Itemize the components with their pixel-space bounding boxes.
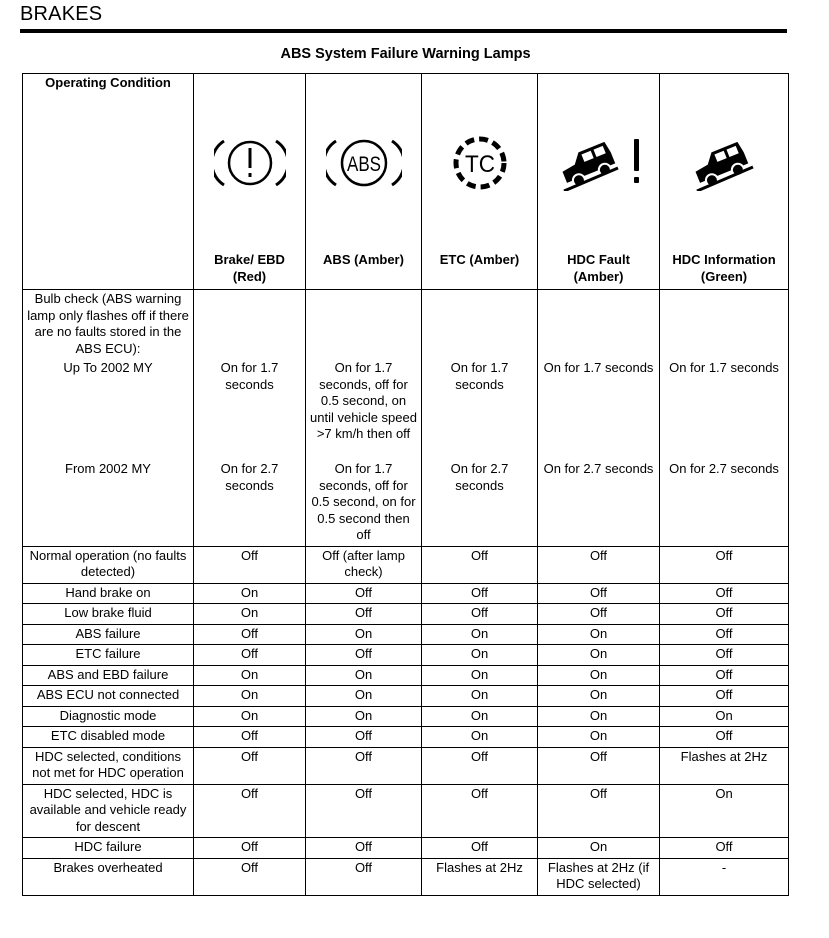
table-cell: On [660, 706, 789, 727]
empty-cell [194, 290, 306, 360]
table-row [23, 706, 789, 727]
table-cell: On for 1.7 seconds [538, 359, 660, 460]
table-cell: On [422, 727, 538, 748]
table-cell: On [422, 665, 538, 686]
table-cell: On for 1.7 seconds [422, 359, 538, 460]
bulb-check-condition: Bulb check (ABS warning lamp only flashes off if there are no faults stored in the ABS ECU): [23, 290, 194, 360]
empty-cell [660, 290, 789, 360]
table-cell: On [422, 624, 538, 645]
table-cell: Off [538, 604, 660, 625]
condition-cell: HDC selected, conditions not met for HDC operation [23, 747, 194, 784]
table-cell: Off [194, 858, 306, 895]
table-cell: On [306, 665, 422, 686]
table-row [23, 784, 789, 838]
table-cell: Off [194, 624, 306, 645]
hdc-fault-icon-cell [538, 74, 660, 252]
table-cell: On [538, 727, 660, 748]
table-cell: Off (after lamp check) [306, 546, 422, 583]
empty-cell [538, 290, 660, 360]
table-cell: On [422, 686, 538, 707]
table-cell: Off [194, 784, 306, 838]
table-row [23, 838, 789, 859]
table-row [23, 546, 789, 583]
table-cell: Off [306, 645, 422, 666]
table-row [23, 665, 789, 686]
table-cell: Off [194, 546, 306, 583]
abs-warning-icon [326, 135, 402, 191]
table-cell: Off [660, 665, 789, 686]
table-cell: On for 2.7 seconds [538, 460, 660, 546]
table-title: ABS System Failure Warning Lamps [280, 46, 531, 62]
table-cell: - [660, 858, 789, 895]
table-cell: Off [660, 583, 789, 604]
abs-icon-cell [306, 74, 422, 252]
table-cell: Off [660, 624, 789, 645]
table-cell: On [660, 784, 789, 838]
table-cell: On [538, 686, 660, 707]
bulb-check-from-label: From 2002 MY [23, 460, 194, 546]
table-cell: Off [538, 583, 660, 604]
table-cell: Off [660, 838, 789, 859]
table-cell: On for 2.7 seconds [422, 460, 538, 546]
table-row [23, 727, 789, 748]
condition-cell: Normal operation (no faults detected) [23, 546, 194, 583]
col-header-etc: ETC (Amber) [422, 251, 538, 290]
table-cell: Off [660, 727, 789, 748]
warning-lamps-table [22, 73, 789, 896]
table-cell: On [306, 686, 422, 707]
table-cell: Off [538, 546, 660, 583]
table-cell: On [538, 624, 660, 645]
table-cell: Off [422, 747, 538, 784]
table-cell: On [538, 645, 660, 666]
empty-cell [306, 290, 422, 360]
table-cell: On for 1.7 seconds [194, 359, 306, 460]
bulb-check-row [23, 290, 789, 360]
table-cell: On [422, 706, 538, 727]
table-cell: On [306, 624, 422, 645]
table-cell: Off [660, 546, 789, 583]
svg-text:ABS: ABS [346, 152, 381, 176]
table-row [23, 583, 789, 604]
table-cell: On for 1.7 seconds, off for 0.5 second, on until vehicle speed >7 km/h then off [306, 359, 422, 460]
table-cell: Flashes at 2Hz (if HDC selected) [538, 858, 660, 895]
bulb-check-up-to-label: Up To 2002 MY [23, 359, 194, 460]
condition-cell: Hand brake on [23, 583, 194, 604]
table-cell: Off [194, 645, 306, 666]
header-rule [20, 29, 787, 33]
table-cell: Off [422, 604, 538, 625]
condition-cell: Diagnostic mode [23, 706, 194, 727]
table-cell: Off [306, 858, 422, 895]
col-header-hdc-fault: HDC Fault (Amber) [538, 251, 660, 290]
table-cell: Off [422, 838, 538, 859]
table-cell: Off [422, 583, 538, 604]
table-cell: On for 2.7 seconds [660, 460, 789, 546]
table-cell: On [194, 583, 306, 604]
table-cell: Off [306, 838, 422, 859]
brake-icon-cell [194, 74, 306, 252]
etc-warning-icon [450, 133, 510, 193]
table-cell: On [538, 665, 660, 686]
col-header-hdc-information: HDC Information (Green) [660, 251, 789, 290]
table-row [23, 686, 789, 707]
table-cell: On [538, 838, 660, 859]
table-cell: Flashes at 2Hz [660, 747, 789, 784]
table-row [23, 858, 789, 895]
table-cell: On for 1.7 seconds, off for 0.5 second, on for 0.5 second then off [306, 460, 422, 546]
condition-cell: HDC selected, HDC is available and vehicle ready for descent [23, 784, 194, 838]
table-row [23, 604, 789, 625]
table-cell: Flashes at 2Hz [422, 858, 538, 895]
table-cell: Off [194, 747, 306, 784]
table-cell: Off [306, 604, 422, 625]
condition-cell: HDC failure [23, 838, 194, 859]
empty-cell [422, 290, 538, 360]
condition-cell: ABS failure [23, 624, 194, 645]
bulb-check-up-to-row [23, 359, 789, 460]
brake-warning-icon [214, 135, 286, 191]
table-cell: On [194, 706, 306, 727]
table-cell: Off [306, 747, 422, 784]
col-header-abs: ABS (Amber) [306, 251, 422, 290]
table-cell: On [194, 686, 306, 707]
table-cell: Off [194, 727, 306, 748]
table-cell: On [194, 665, 306, 686]
condition-cell: ETC failure [23, 645, 194, 666]
etc-icon-cell [422, 74, 538, 252]
table-cell: On [194, 604, 306, 625]
hdc-fault-icon [554, 135, 644, 191]
table-cell: Off [538, 747, 660, 784]
bulb-check-from-row [23, 460, 789, 546]
table-cell: On [422, 645, 538, 666]
svg-text:TC: TC [464, 150, 495, 178]
table-cell: On [306, 706, 422, 727]
col-header-brake: Brake/ EBD (Red) [194, 251, 306, 290]
table-cell: Off [660, 604, 789, 625]
hdc-information-icon [687, 135, 761, 191]
table-cell: Off [422, 784, 538, 838]
table-cell: Off [306, 727, 422, 748]
table-cell: Off [422, 546, 538, 583]
table-cell: Off [660, 686, 789, 707]
table-row [23, 645, 789, 666]
condition-cell: ETC disabled mode [23, 727, 194, 748]
table-row [23, 624, 789, 645]
table-cell: On for 1.7 seconds [660, 359, 789, 460]
condition-cell: Brakes overheated [23, 858, 194, 895]
condition-cell: ABS and EBD failure [23, 665, 194, 686]
table-cell: Off [194, 838, 306, 859]
condition-cell: ABS ECU not connected [23, 686, 194, 707]
table-cell: Off [306, 784, 422, 838]
table-cell: On [538, 706, 660, 727]
operating-condition-header: Operating Condition [23, 74, 194, 290]
hdc-information-icon-cell [660, 74, 789, 252]
table-cell: Off [538, 784, 660, 838]
table-cell: On for 2.7 seconds [194, 460, 306, 546]
condition-cell: Low brake fluid [23, 604, 194, 625]
table-cell: Off [660, 645, 789, 666]
icon-row [23, 74, 789, 252]
table-row [23, 747, 789, 784]
page-section-title: BRAKES [20, 3, 103, 25]
table-cell: Off [306, 583, 422, 604]
